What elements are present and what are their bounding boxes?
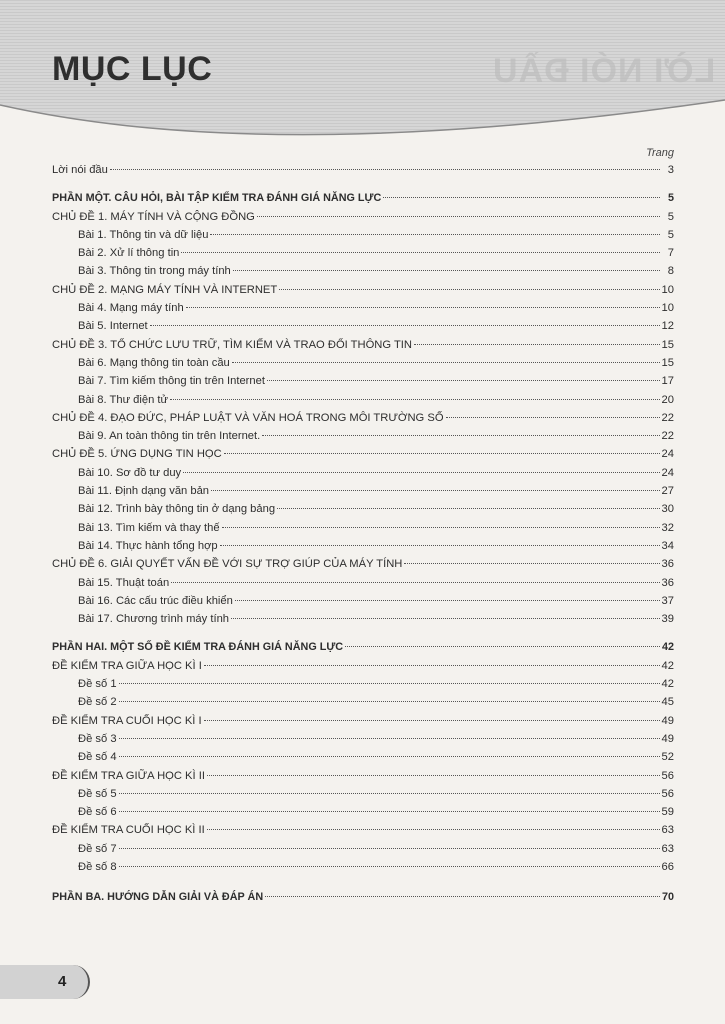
toc-entry-page: 32 <box>661 521 674 534</box>
toc-entry <box>52 748 674 766</box>
toc-entry-label: PHẦN MỘT. CÂU HỎI, BÀI TẬP KIỂM TRA ĐÁNH GIÁ NĂNG LỰC <box>52 192 382 205</box>
toc-entry-page: 5 <box>667 210 674 223</box>
toc-entry-page: 63 <box>661 824 674 837</box>
toc-leader-dots <box>186 307 660 308</box>
page-column-label: Trang <box>646 147 674 159</box>
toc-entry <box>52 767 674 785</box>
page-number-tab <box>0 965 90 999</box>
toc-entry-page: 30 <box>661 503 674 516</box>
toc-leader-dots <box>235 600 660 601</box>
toc-entry-page: 15 <box>661 338 674 351</box>
toc-entry-label: CHỦ ĐỀ 6. GIẢI QUYẾT VẤN ĐỀ VỚI SỰ TRỢ GIÚP CỦA MÁY TÍNH <box>52 558 403 571</box>
toc-entry-label: CHỦ ĐỀ 1. MÁY TÍNH VÀ CỘNG ĐỒNG <box>52 210 255 223</box>
toc-entry-label: Bài 16. Các cấu trúc điều khiển <box>78 594 233 607</box>
toc-entry-page: 22 <box>661 411 674 424</box>
toc-entry-page: 70 <box>661 891 674 904</box>
toc-entry-page: 8 <box>667 265 674 278</box>
toc-entry <box>52 840 674 858</box>
toc-leader-dots <box>170 399 660 400</box>
toc-leader-dots <box>232 362 660 363</box>
toc-entry-page: 24 <box>661 466 674 479</box>
toc-entry-page: 3 <box>667 164 674 176</box>
toc-entry <box>52 244 674 262</box>
toc-entry-label: Bài 9. An toàn thông tin trên Internet. <box>78 430 261 443</box>
toc-leader-dots <box>231 618 660 619</box>
toc-entry <box>52 500 674 518</box>
toc-entry <box>52 354 674 372</box>
toc-entry-label: Bài 13. Tìm kiếm và thay thế <box>78 521 220 534</box>
toc-entry <box>52 336 674 354</box>
toc-entry-label: Bài 8. Thư điện tử <box>78 393 169 406</box>
toc-leader-dots <box>224 453 660 454</box>
toc-entry-label: Bài 2. Xử lí thông tin <box>78 247 180 260</box>
toc-entry-page: 52 <box>661 751 674 764</box>
toc-entry <box>52 299 674 317</box>
toc-entry-label: CHỦ ĐỀ 5. ỨNG DỤNG TIN HỌC <box>52 448 222 461</box>
toc-leader-dots <box>262 435 659 436</box>
toc-entry <box>52 445 674 463</box>
toc-entry-page: 42 <box>661 659 674 672</box>
toc-entry <box>52 409 674 427</box>
toc-entry-page: 27 <box>661 485 674 498</box>
toc-entry-label: Bài 14. Thực hành tổng hợp <box>78 539 218 552</box>
page-title: MỤC LỤC <box>52 50 213 88</box>
toc-entry <box>52 821 674 839</box>
toc-entry-page: 66 <box>661 860 674 873</box>
toc-entry-label: Bài 1. Thông tin và dữ liệu <box>78 228 209 241</box>
toc-entry-label: PHẦN HAI. MỘT SỐ ĐỀ KIỂM TRA ĐÁNH GIÁ NĂNG LỰC <box>52 641 344 654</box>
toc-entry-page: 5 <box>667 228 674 241</box>
toc-leader-dots <box>119 756 660 757</box>
toc-entry-label: Đề số 5 <box>78 787 117 800</box>
toc-entry <box>52 464 674 482</box>
toc-leader-dots <box>446 417 660 418</box>
toc-entry-page: 56 <box>661 769 674 782</box>
toc-entry-page: 42 <box>661 678 674 691</box>
toc-leader-dots <box>119 866 660 867</box>
toc-entry-label: Đề số 4 <box>78 751 117 764</box>
toc-leader-dots <box>207 775 660 776</box>
toc-entry-page: 42 <box>661 641 674 654</box>
toc-leader-dots <box>267 380 660 381</box>
toc-entry-label: Đề số 6 <box>78 806 117 819</box>
toc-leader-dots <box>119 793 660 794</box>
toc-leader-dots <box>222 527 660 528</box>
toc-entry-page: 20 <box>661 393 674 406</box>
toc-entry-page: 5 <box>667 192 674 205</box>
toc-entry <box>52 391 674 409</box>
toc-entry-page: 49 <box>661 732 674 745</box>
toc-entry-label: Bài 15. Thuật toán <box>78 576 170 589</box>
toc-entry-page: 59 <box>661 806 674 819</box>
toc-entry-label: Đề số 3 <box>78 732 117 745</box>
toc-entry <box>52 372 674 390</box>
toc-entry-page: 56 <box>661 787 674 800</box>
toc-entry <box>52 574 674 592</box>
toc-entry <box>52 858 674 876</box>
toc-entry <box>52 712 674 730</box>
toc-entry-label: Bài 5. Internet <box>78 320 148 333</box>
toc-entry <box>52 208 674 226</box>
toc-leader-dots <box>383 197 660 198</box>
toc-leader-dots <box>110 169 660 170</box>
toc-entry-label: Bài 12. Trình bày thông tin ở dạng bảng <box>78 503 276 516</box>
toc-entry <box>52 226 674 244</box>
toc-entry <box>52 730 674 748</box>
toc-entry-page: 7 <box>667 247 674 260</box>
table-of-contents <box>52 145 674 907</box>
toc-entry-label: Bài 17. Chương trình máy tính <box>78 613 230 626</box>
toc-entry <box>52 693 674 711</box>
toc-entry <box>52 888 674 906</box>
toc-entry-label: CHỦ ĐỀ 2. MẠNG MÁY TÍNH VÀ INTERNET <box>52 283 278 296</box>
toc-entry-label: Đề số 1 <box>78 678 117 691</box>
toc-entry-label: ĐỀ KIỂM TRA CUỐI HỌC KÌ I <box>52 714 202 727</box>
toc-leader-dots <box>345 646 660 647</box>
toc-entry <box>52 785 674 803</box>
toc-leader-dots <box>233 270 660 271</box>
toc-entry-page: 36 <box>661 558 674 571</box>
toc-entry-page: 10 <box>661 283 674 296</box>
toc-entry-label: Bài 3. Thông tin trong máy tính <box>78 265 231 278</box>
toc-leader-dots <box>119 683 660 684</box>
toc-entry <box>52 161 674 179</box>
toc-entry <box>52 281 674 299</box>
toc-leader-dots <box>183 472 659 473</box>
toc-entry-page: 17 <box>661 375 674 388</box>
toc-entry <box>52 317 674 335</box>
toc-entry <box>52 262 674 280</box>
toc-entry <box>52 555 674 573</box>
toc-entry <box>52 189 674 207</box>
toc-entry-page: 39 <box>661 613 674 626</box>
toc-leader-dots <box>210 234 660 235</box>
toc-entry-label: ĐỀ KIỂM TRA GIỮA HỌC KÌ I <box>52 659 202 672</box>
toc-leader-dots <box>119 848 660 849</box>
toc-entry <box>52 427 674 445</box>
toc-leader-dots <box>277 508 660 509</box>
toc-entry-label: Đề số 2 <box>78 696 117 709</box>
page-number: 4 <box>58 973 67 990</box>
toc-entry-page: 63 <box>661 842 674 855</box>
toc-entry <box>52 519 674 537</box>
toc-leader-dots <box>119 811 660 812</box>
toc-leader-dots <box>150 325 660 326</box>
toc-entry <box>52 610 674 628</box>
toc-entry-page: 34 <box>661 539 674 552</box>
toc-entry-page: 22 <box>661 430 674 443</box>
toc-entry-label: Đề số 8 <box>78 860 117 873</box>
toc-entry-page: 12 <box>661 320 674 333</box>
toc-entry-page: 37 <box>661 594 674 607</box>
toc-entry-page: 15 <box>661 356 674 369</box>
toc-leader-dots <box>414 344 660 345</box>
toc-entry <box>52 482 674 500</box>
toc-entry-page: 10 <box>661 302 674 315</box>
toc-entry-label: Bài 11. Định dạng văn bản <box>78 485 210 498</box>
toc-entry-label: CHỦ ĐỀ 4. ĐẠO ĐỨC, PHÁP LUẬT VÀ VĂN HOÁ TRONG MÔI TRƯỜNG SỐ <box>52 411 444 424</box>
toc-leader-dots <box>279 289 659 290</box>
toc-leader-dots <box>171 582 659 583</box>
toc-leader-dots <box>404 563 659 564</box>
toc-entry <box>52 638 674 656</box>
toc-entry-label: Bài 10. Sơ đồ tư duy <box>78 466 182 479</box>
toc-leader-dots <box>204 665 660 666</box>
toc-entries <box>52 161 674 907</box>
ghost-title: LỜI NÓI ĐẦU <box>492 52 716 90</box>
toc-leader-dots <box>204 720 660 721</box>
toc-entry-label: Bài 4. Mạng máy tính <box>78 302 184 315</box>
toc-leader-dots <box>119 701 660 702</box>
toc-entry <box>52 803 674 821</box>
toc-entry-page: 49 <box>661 714 674 727</box>
toc-entry-label: ĐỀ KIỂM TRA GIỮA HỌC KÌ II <box>52 769 205 782</box>
toc-leader-dots <box>211 490 660 491</box>
toc-leader-dots <box>207 829 660 830</box>
toc-entry-label: ĐỀ KIỂM TRA CUỐI HỌC KÌ II <box>52 824 205 837</box>
toc-entry <box>52 592 674 610</box>
toc-entry <box>52 675 674 693</box>
toc-leader-dots <box>119 738 660 739</box>
toc-leader-dots <box>220 545 660 546</box>
toc-leader-dots <box>181 252 660 253</box>
toc-entry-label: CHỦ ĐỀ 3. TỔ CHỨC LƯU TRỮ, TÌM KIẾM VÀ TRAO ĐỔI THÔNG TIN <box>52 338 412 351</box>
toc-entry-label: PHẦN BA. HƯỚNG DẪN GIẢI VÀ ĐÁP ÁN <box>52 891 264 904</box>
toc-entry-label: Đề số 7 <box>78 842 117 855</box>
toc-entry <box>52 657 674 675</box>
toc-leader-dots <box>265 896 660 897</box>
toc-entry-page: 45 <box>661 696 674 709</box>
toc-entry-label: Bài 7. Tìm kiếm thông tin trên Internet <box>78 375 265 388</box>
toc-entry-page: 36 <box>661 576 674 589</box>
toc-entry-label: Bài 6. Mạng thông tin toàn cầu <box>78 356 230 369</box>
toc-entry <box>52 537 674 555</box>
toc-entry-page: 24 <box>661 448 674 461</box>
toc-entry-label: Lời nói đầu <box>52 164 108 176</box>
toc-leader-dots <box>257 216 660 217</box>
